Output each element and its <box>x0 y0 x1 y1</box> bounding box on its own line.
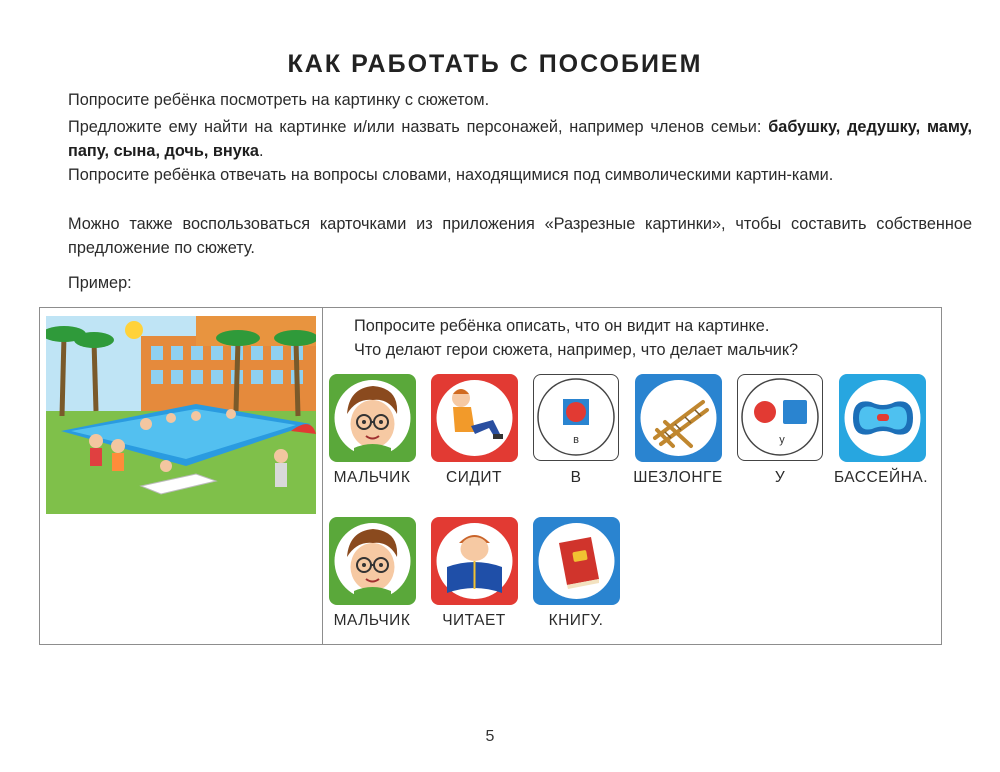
word-reads: ЧИТАЕТ <box>442 612 506 629</box>
preposition-at-icon <box>737 374 823 461</box>
preposition-in-icon <box>533 374 619 461</box>
pool-scene-illustration <box>46 316 316 514</box>
example-frame <box>39 307 942 645</box>
preposition-at-caption: у <box>779 434 785 446</box>
word-sits: СИДИТ <box>446 469 502 486</box>
word-in: В <box>570 469 582 486</box>
example-question-1: Попросите ребёнка описать, что он видит на картинке. <box>354 317 770 335</box>
paragraph-3: Попросите ребёнка отвечать на вопросы словами, находящимися под символическими картин-ками. <box>68 166 834 184</box>
page-title: КАК РАБОТАТЬ С ПОСОБИЕМ <box>287 50 703 78</box>
family-members-list: бабушку, дедушку, маму, папу, сына, дочь, внука <box>68 118 973 160</box>
deckchair-icon <box>635 374 722 462</box>
word-boy-2: МАЛЬЧИК <box>333 612 411 629</box>
word-pool: БАССЕЙНА. <box>833 469 929 486</box>
reading-icon <box>431 517 518 605</box>
paragraph-2: Предложите ему найти на картинке и/или назвать персонажей, например членов семьи: бабушку, дедушку, маму, папу, сына, дочь, внука. <box>68 118 973 160</box>
word-at: У <box>774 469 786 486</box>
book-icon <box>533 517 620 605</box>
page-number: 5 <box>485 728 495 745</box>
pool-icon <box>839 374 926 462</box>
paragraph-1: Попросите ребёнка посмотреть на картинку с сюжетом. <box>68 91 490 109</box>
example-label: Пример: <box>68 274 132 292</box>
boy-icon <box>329 517 416 605</box>
example-question-2: Что делают герои сюжета, например, что делает мальчик? <box>354 341 799 359</box>
sitting-icon <box>431 374 518 462</box>
word-boy: МАЛЬЧИК <box>333 469 411 486</box>
paragraph-4: Можно также воспользоваться карточками из приложения «Разрезные картинки», чтобы составить собственное предложение по сюжету. <box>68 215 972 257</box>
word-book: КНИГУ. <box>548 612 604 629</box>
preposition-in-caption: в <box>573 434 579 446</box>
word-deckchair: ШЕЗЛОНГЕ <box>633 469 723 486</box>
boy-icon <box>329 374 416 462</box>
